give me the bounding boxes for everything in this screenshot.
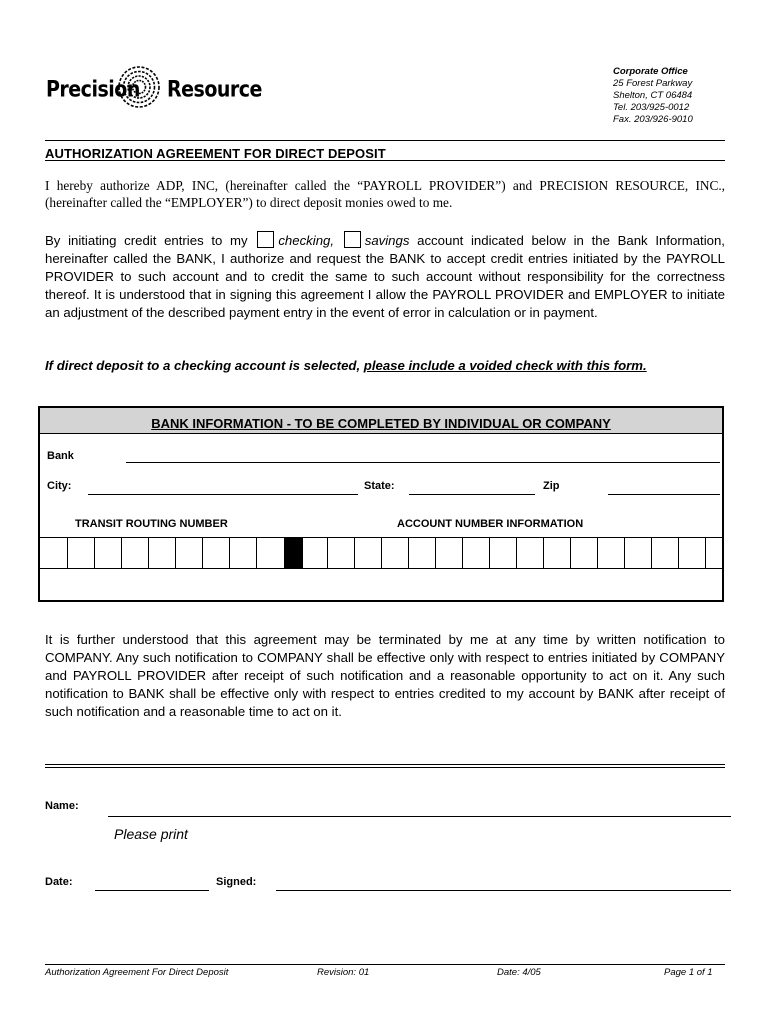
- note-lead: If direct deposit to a checking account is selected,: [45, 358, 361, 373]
- title-bottom-rule: [45, 160, 725, 161]
- routing-digit-cell[interactable]: [148, 538, 175, 568]
- routing-digit-cell[interactable]: [94, 538, 121, 568]
- checking-label: checking,: [278, 233, 335, 248]
- footer-rule: [45, 964, 725, 965]
- routing-number-label: TRANSIT ROUTING NUMBER: [75, 518, 228, 530]
- zip-label: Zip: [543, 480, 560, 492]
- account-digit-cell[interactable]: [705, 538, 722, 568]
- account-digit-cell[interactable]: [543, 538, 570, 568]
- account-digit-cell[interactable]: [302, 538, 327, 568]
- city-label: City:: [47, 480, 72, 492]
- footer-page-number: Page 1 of 1: [664, 967, 713, 978]
- account-digit-cell[interactable]: [651, 538, 678, 568]
- footer-date: Date: 4/05: [497, 967, 541, 978]
- account-digit-cell[interactable]: [516, 538, 543, 568]
- page-title: AUTHORIZATION AGREEMENT FOR DIRECT DEPOSIT: [45, 146, 386, 161]
- savings-checkbox[interactable]: [344, 231, 361, 248]
- savings-label: savings: [364, 233, 410, 248]
- account-digit-cell[interactable]: [381, 538, 408, 568]
- please-print-hint: Please print: [114, 826, 188, 842]
- digit-grid: [40, 537, 722, 569]
- title-top-rule: [45, 140, 725, 141]
- routing-digit-cell[interactable]: [229, 538, 256, 568]
- account-digit-cell[interactable]: [624, 538, 651, 568]
- separator-rule-top: [45, 764, 725, 765]
- routing-digit-cell[interactable]: [202, 538, 229, 568]
- account-digit-cell[interactable]: [435, 538, 462, 568]
- office-tel: Tel. 203/925-0012: [613, 102, 690, 113]
- voided-check-note: [45, 357, 725, 375]
- signed-label: Signed:: [216, 876, 257, 888]
- zip-field[interactable]: [608, 494, 720, 495]
- logo-right-word: Resource: [167, 77, 262, 103]
- date-label: Date:: [45, 876, 73, 888]
- termination-paragraph: It is further understood that this agreement may be terminated by me at any time by written notification to COMPANY. Any such notification to COMPANY shall be effective only with respect to entries initiated by COMPANY and PAYROLL PROVIDER after receipt of such notification and a reasonable opportunity to act on it. Any such notification to BANK shall be effective only with respect to entries credited to my account by BANK after receipt of such notification and a reasonable time to act on it.: [45, 632, 725, 719]
- routing-digit-cell[interactable]: [121, 538, 148, 568]
- account-digit-cell[interactable]: [354, 538, 381, 568]
- bank-info-heading: BANK INFORMATION - TO BE COMPLETED BY INDIVIDUAL OR COMPANY: [40, 408, 722, 434]
- account-digit-cell[interactable]: [597, 538, 624, 568]
- routing-digit-cell[interactable]: [67, 538, 94, 568]
- bank-name-field[interactable]: [126, 462, 720, 463]
- office-fax: Fax. 203/926-9010: [613, 114, 693, 125]
- account-digit-cell[interactable]: [489, 538, 516, 568]
- logo-emblem-icon: [116, 64, 162, 110]
- routing-digit-cell[interactable]: [175, 538, 202, 568]
- account-digit-cell[interactable]: [570, 538, 597, 568]
- office-address2: Shelton, CT 06484: [613, 90, 693, 101]
- account-number-label: ACCOUNT NUMBER INFORMATION: [397, 518, 584, 530]
- checking-checkbox[interactable]: [257, 231, 274, 248]
- footer-doc-title: Authorization Agreement For Direct Deposit: [45, 967, 229, 978]
- name-field[interactable]: [108, 816, 731, 817]
- note-underlined: please include a voided check with this form.: [363, 358, 647, 373]
- routing-digit-cell[interactable]: [256, 538, 284, 568]
- grid-separator-block: [284, 538, 302, 568]
- name-label: Name:: [45, 800, 79, 812]
- city-field[interactable]: [88, 494, 358, 495]
- corporate-office-block: [613, 66, 693, 126]
- footer-revision: Revision: 01: [317, 967, 370, 978]
- state-field[interactable]: [409, 494, 535, 495]
- auth-text-part1: By initiating credit entries to my: [45, 233, 248, 248]
- office-address1: 25 Forest Parkway: [613, 78, 693, 89]
- intro-paragraph: I hereby authorize ADP, INC, (hereinafter called the “PAYROLL PROVIDER”) and PRECISION RESOURCE, INC., (hereinafter called the “EMPLOYER”) to direct deposit monies owed to me.: [45, 178, 725, 210]
- account-digit-cell[interactable]: [408, 538, 435, 568]
- date-field[interactable]: [95, 890, 209, 891]
- account-digit-cell[interactable]: [327, 538, 354, 568]
- logo-left-word: Precision: [46, 77, 140, 103]
- account-digit-cell[interactable]: [462, 538, 489, 568]
- authorization-paragraph: [45, 231, 725, 322]
- office-heading: Corporate Office: [613, 66, 688, 77]
- signature-field[interactable]: [276, 890, 731, 891]
- bank-label: Bank: [47, 450, 74, 462]
- account-digit-cell[interactable]: [678, 538, 705, 568]
- bank-information-box: [38, 406, 724, 602]
- auth-text-part2: account indicated below in the Bank Information, hereinafter called the BANK, I authorize and request the BANK to accept credit entries initiated by the PAYROLL PROVIDER to such account and to credit the same to such account without responsibility for the correctness thereof. It is understood that in signing this agreement I allow the PAYROLL PROVIDER and EMPLOYER to initiate an adjustment of the described payment entry in the event of error in calculation or in payment.: [45, 233, 725, 320]
- separator-rule-bottom: [45, 767, 725, 768]
- state-label: State:: [364, 480, 395, 492]
